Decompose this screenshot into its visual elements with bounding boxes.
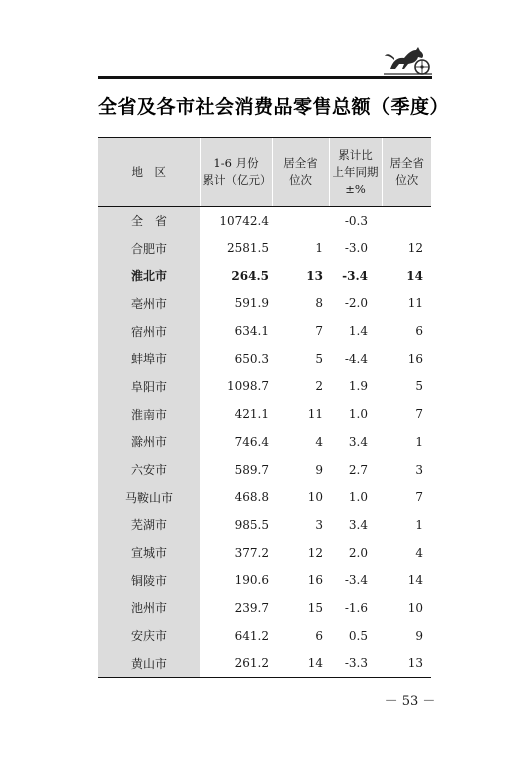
header-region: 地 区	[98, 138, 200, 207]
header-sales-line2: 累计（亿元）	[202, 173, 272, 187]
table-row	[98, 345, 431, 373]
header-yoy-line3: ±%	[345, 181, 366, 196]
rank-growth-cell: 13	[382, 650, 431, 678]
header-rank-sales-line1: 居全省	[283, 156, 318, 170]
rank-growth-cell: 10	[407, 600, 423, 615]
table-row	[98, 539, 431, 567]
sales-cell: 985.5	[234, 517, 269, 532]
sales-cell: 377.2	[234, 545, 269, 560]
yoy-cell: -3.3	[329, 650, 382, 678]
header-yoy	[329, 138, 382, 207]
region-cell: 合肥市	[98, 234, 200, 262]
rank-sales-cell: 12	[307, 545, 323, 560]
sales-cell: 641.2	[234, 628, 269, 643]
yoy-cell: 2.7	[348, 462, 368, 477]
header-yoy-line2: 上年同期	[332, 164, 379, 179]
region-cell: 淮南市	[98, 400, 200, 428]
yoy-cell: 1.0	[348, 407, 368, 422]
header-sales-line1: 1-6 月份	[213, 156, 259, 170]
region-cell: 六安市	[98, 456, 200, 484]
sales-cell: 261.2	[200, 650, 272, 678]
rank-sales-cell: 6	[315, 628, 323, 643]
sales-cell: 10742.4	[219, 213, 269, 228]
sales-cell: 190.6	[234, 573, 269, 588]
yoy-cell: -3.4	[342, 268, 368, 283]
yoy-cell: 2.0	[348, 545, 368, 560]
header-rank-sales	[272, 138, 329, 207]
table-row	[98, 622, 431, 650]
yoy-cell: 1.9	[348, 379, 368, 394]
table-row	[98, 511, 431, 539]
table-row	[98, 566, 431, 594]
table-row	[98, 290, 431, 318]
table-row	[98, 317, 431, 345]
region-cell: 黄山市	[98, 650, 200, 678]
rank-sales-cell: 13	[306, 268, 323, 283]
region-cell: 安庆市	[98, 622, 200, 650]
sales-cell: 589.7	[234, 462, 269, 477]
rank-growth-cell: 11	[407, 296, 423, 311]
region-cell: 蚌埠市	[98, 345, 200, 373]
sales-cell: 746.4	[234, 434, 269, 449]
yoy-cell: -1.6	[344, 600, 368, 615]
header-sales	[200, 138, 272, 207]
rank-sales-cell: 16	[307, 573, 323, 588]
sales-cell: 421.1	[234, 407, 269, 422]
rank-growth-cell: 16	[407, 351, 423, 366]
yoy-cell: 3.4	[348, 434, 368, 449]
sales-cell: 1098.7	[227, 379, 269, 394]
table-row	[98, 262, 431, 290]
header-rank-growth-line1: 居全省	[389, 156, 424, 170]
region-cell: 滁州市	[98, 428, 200, 456]
yoy-cell: -4.4	[344, 351, 368, 366]
region-cell: 芜湖市	[98, 511, 200, 539]
rank-sales-cell: 7	[315, 324, 323, 339]
rank-growth-cell: 4	[415, 545, 423, 560]
table-row	[98, 456, 431, 484]
rank-sales-cell: 14	[272, 650, 329, 678]
table-header-row	[98, 138, 431, 207]
region-cell: 淮北市	[98, 262, 200, 290]
page-number: － 53 －	[384, 694, 436, 709]
sales-cell: 650.3	[234, 351, 269, 366]
table-row	[98, 650, 431, 678]
rank-growth-cell: 9	[415, 628, 423, 643]
rank-growth-cell: 3	[415, 462, 423, 477]
table-row	[98, 483, 431, 511]
sales-cell: 468.8	[234, 490, 269, 505]
sales-cell: 2581.5	[227, 241, 269, 256]
rank-growth-cell: 1	[415, 517, 423, 532]
yoy-cell: 1.4	[348, 324, 368, 339]
sales-cell: 264.5	[231, 268, 269, 283]
yoy-cell: -2.0	[344, 296, 368, 311]
page-title: 全省及各市社会消费品零售总额（季度）	[98, 96, 450, 118]
rank-growth-cell: 1	[415, 434, 423, 449]
rank-growth-cell: 12	[407, 241, 423, 256]
yoy-cell: 3.4	[348, 517, 368, 532]
yoy-cell: 0.5	[348, 628, 368, 643]
rank-sales-cell: 2	[315, 379, 323, 394]
table-row	[98, 594, 431, 622]
region-cell: 铜陵市	[98, 566, 200, 594]
region-cell: 马鞍山市	[98, 483, 200, 511]
rank-sales-cell	[272, 207, 329, 235]
region-cell: 宿州市	[98, 317, 200, 345]
region-cell: 池州市	[98, 594, 200, 622]
sales-cell: 239.7	[234, 600, 269, 615]
table-row	[98, 373, 431, 401]
yoy-cell: 1.0	[348, 490, 368, 505]
rank-growth-cell: 14	[406, 268, 423, 283]
region-cell: 阜阳市	[98, 373, 200, 401]
header-yoy-line1: 累计比	[338, 147, 373, 162]
region-cell: 亳州市	[98, 290, 200, 318]
rank-growth-cell: 14	[407, 573, 423, 588]
rank-growth-cell: 7	[415, 407, 423, 422]
horse-chariot-logo-icon	[384, 44, 432, 76]
region-cell: 宣城市	[98, 539, 200, 567]
table-row	[98, 400, 431, 428]
yoy-cell: -3.4	[344, 573, 368, 588]
header-rank-sales-line2: 位次	[289, 173, 312, 187]
rank-sales-cell: 15	[307, 600, 323, 615]
rank-sales-cell: 10	[307, 490, 323, 505]
sales-cell: 591.9	[234, 296, 269, 311]
rank-growth-cell: 6	[415, 324, 423, 339]
sales-cell: 634.1	[234, 324, 269, 339]
rank-sales-cell: 5	[315, 351, 323, 366]
rank-sales-cell: 1	[315, 241, 323, 256]
header-rank-growth-line2: 位次	[395, 173, 419, 187]
yoy-cell: -3.0	[344, 241, 368, 256]
rank-sales-cell: 8	[315, 296, 323, 311]
rank-sales-cell: 3	[315, 517, 323, 532]
rank-sales-cell: 11	[307, 407, 323, 422]
yoy-cell: -0.3	[344, 213, 368, 228]
rank-sales-cell: 4	[315, 434, 323, 449]
table-row	[98, 207, 431, 235]
header-rule	[98, 76, 432, 79]
table-row	[98, 234, 431, 262]
table-row	[98, 428, 431, 456]
rank-growth-cell: 5	[415, 379, 423, 394]
region-cell: 全 省	[98, 207, 200, 235]
rank-sales-cell: 9	[315, 462, 323, 477]
rank-growth-cell: 7	[415, 490, 423, 505]
header-rank-growth	[382, 138, 431, 207]
retail-sales-table	[98, 137, 431, 678]
rank-growth-cell	[382, 207, 431, 235]
